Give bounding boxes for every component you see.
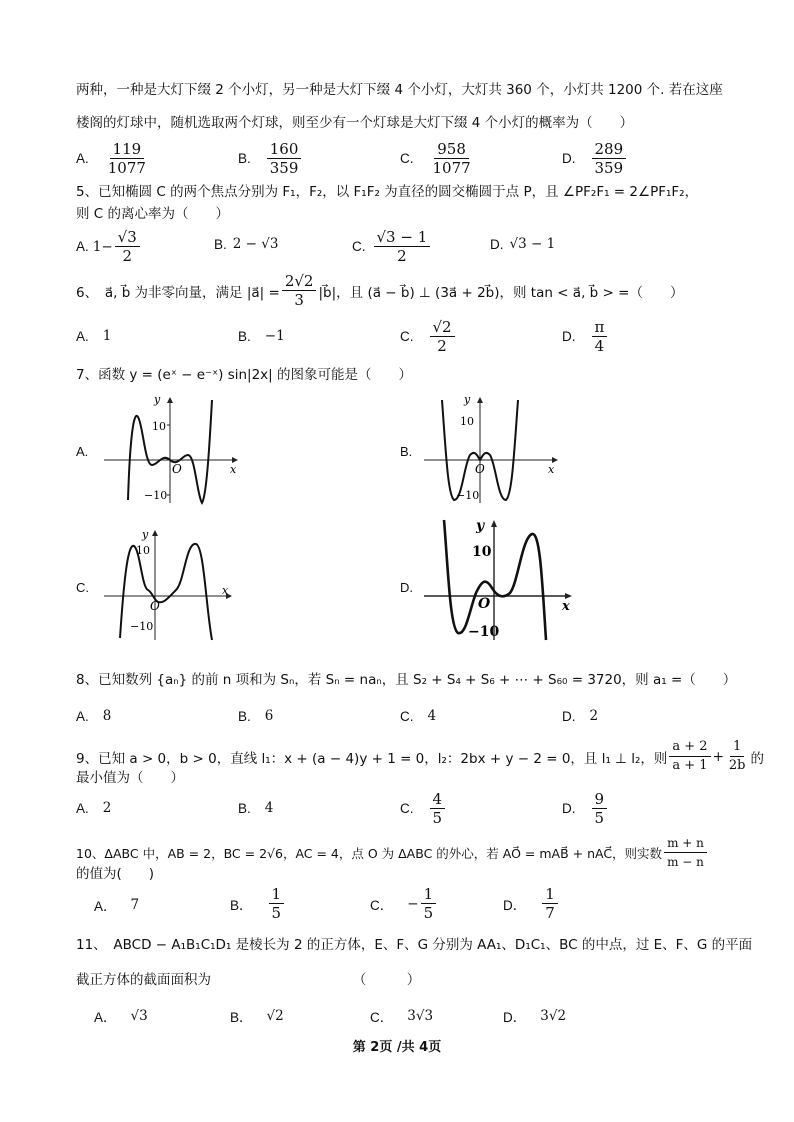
q5-line2: 则 C 的离心率为（ ） xyxy=(76,206,230,222)
option-text: 8 xyxy=(102,708,112,724)
q7-graph-a-x-label: x xyxy=(230,463,237,476)
q7-graph-c-label[interactable]: C. xyxy=(76,580,89,595)
q5-option-d[interactable] xyxy=(490,236,555,252)
q10-option-c[interactable] xyxy=(370,885,438,922)
q7-stem: 7、函数 y = (eˣ − e⁻ˣ) sin|2x| 的图象可能是（ ） xyxy=(76,367,413,383)
option-label: C. xyxy=(400,708,414,724)
q6-option-b[interactable] xyxy=(238,328,285,344)
option-fraction: $\frac{958}{1077}$ xyxy=(432,140,471,177)
option-text: 2 xyxy=(589,708,599,724)
q5-line1: 5、已知椭圆 C 的两个焦点分别为 F₁，F₂，以 F₁F₂ 为直径的圆交椭圆于点 P，且 ∠PF₂F₁ = 2∠PF₁F₂， xyxy=(76,184,699,200)
option-label: C. xyxy=(400,801,414,816)
option-text: 1− xyxy=(92,238,113,255)
q4-option-d[interactable] xyxy=(562,140,628,177)
q9-fraction-1: $\frac{a + 2}{a + 1}$ xyxy=(669,738,710,775)
option-fraction: $\frac{\pi}{4}$ xyxy=(592,318,608,355)
q9-line2: 最小值为（ ） xyxy=(76,770,184,786)
q9-option-a[interactable] xyxy=(76,800,111,816)
option-label: D. xyxy=(562,151,576,166)
q7-graph-d-origin-label: O xyxy=(478,596,491,612)
option-label: C. xyxy=(352,239,366,254)
option-fraction: $\frac{1}{7}$ xyxy=(542,885,558,922)
q9-option-b[interactable] xyxy=(238,800,273,816)
q10-option-a[interactable] xyxy=(94,895,139,915)
q9-stem-post: 的 xyxy=(750,750,764,767)
q6-stem-pre: 6、 a⃗, b⃗ 为非零向量，满足 |a⃗| = xyxy=(76,284,280,301)
option-label: B. xyxy=(238,328,251,344)
q4-line2: 楼阁的灯球中，随机选取两个灯球，则至少有一个灯球是大灯下缀 4 个小灯的概率为（ ） xyxy=(76,115,634,131)
q7-graph-c-origin-label: O xyxy=(150,599,160,613)
q5-option-b[interactable] xyxy=(214,236,278,252)
q7-graph-d-tick-bottom: −10 xyxy=(468,624,500,640)
option-fraction: $\frac{1}{5}$ xyxy=(269,885,285,922)
option-label: C． xyxy=(370,897,394,913)
q7-graph-d-label[interactable]: D. xyxy=(400,580,413,595)
option-text: 3√3 xyxy=(407,1008,434,1024)
q8-option-d[interactable] xyxy=(562,708,598,724)
q7-graph-d-x-label: x xyxy=(562,599,570,614)
option-fraction: $\frac{4}{5}$ xyxy=(430,790,446,827)
q7-graph-a[interactable] xyxy=(100,395,240,505)
option-text: 3√2 xyxy=(540,1008,567,1024)
option-label: B． xyxy=(230,1010,253,1025)
q5-option-a[interactable] xyxy=(76,228,142,265)
q7-graph-b-label[interactable]: B. xyxy=(400,444,413,459)
option-label: A. xyxy=(76,708,89,724)
q7-graph-b-tick-bottom: −10 xyxy=(456,489,480,502)
option-label: D. xyxy=(490,236,504,252)
option-fraction: $\frac{√3 - 1}{2}$ xyxy=(374,228,431,265)
q7-graph-c-tick-top: 10 xyxy=(136,544,150,557)
q11-line2: 截正方体的截面面积为 （ ） xyxy=(76,972,421,988)
option-label: A． xyxy=(94,1010,117,1025)
q7-graph-c-x-label: x xyxy=(222,584,229,597)
q4-option-c[interactable] xyxy=(400,140,476,177)
option-fraction: $\frac{160}{359}$ xyxy=(267,140,302,177)
q8-option-b[interactable] xyxy=(238,708,273,724)
q9-option-d[interactable] xyxy=(562,790,609,827)
q4-option-a[interactable] xyxy=(76,140,151,177)
q11-line1: 11、 ABCD − A₁B₁C₁D₁ 是棱长为 2 的正方体，E、F、G 分别为 AA₁、D₁C₁、BC 的中点，过 E、F、G 的平面 xyxy=(76,937,753,953)
q7-graph-c-tick-bottom: −10 xyxy=(130,620,154,633)
q11-option-c[interactable] xyxy=(370,1006,433,1026)
q6-stem-fraction: $\frac{2√2}{3}$ xyxy=(282,272,317,309)
q7-graph-a-origin-label: O xyxy=(172,462,182,476)
option-text: 1 xyxy=(102,328,112,344)
q7-graph-b-y-label: y xyxy=(464,395,471,406)
option-label: B. xyxy=(214,236,227,252)
option-text: − xyxy=(407,895,419,912)
q7-graph-c[interactable] xyxy=(100,528,240,643)
q11-option-d[interactable] xyxy=(503,1006,566,1026)
q9-plus: + xyxy=(712,748,724,765)
option-text: 6 xyxy=(264,708,274,724)
q7-graph-b[interactable] xyxy=(420,395,560,505)
q7-graph-b-x-label: x xyxy=(548,463,555,476)
option-label: C. xyxy=(400,329,414,344)
option-label: C． xyxy=(370,1010,394,1025)
option-label: D. xyxy=(562,329,576,344)
q10-option-b[interactable] xyxy=(230,885,286,922)
q9-stem-pre: 9、已知 a > 0，b > 0，直线 l₁：x + (a − 4)y + 1 = 0，l₂：2bx + y − 2 = 0，且 l₁ ⊥ l₂，则 xyxy=(76,750,668,767)
option-text: 4 xyxy=(264,800,274,816)
q7-graph-a-tick-top: 10 xyxy=(152,420,166,433)
option-fraction: $\frac{9}{5}$ xyxy=(592,790,608,827)
q7-graph-d-y-label: y xyxy=(476,518,485,534)
option-label: B. xyxy=(238,151,251,166)
q7-graph-a-y-label: y xyxy=(154,395,161,406)
q10-stem-pre: 10、ΔABC 中，AB = 2，BC = 2√6，AC = 4，点 O 为 ΔABC 的外心，若 AO⃗ = mAB⃗ + nAC⃗，则实数 xyxy=(76,845,663,861)
option-text: √3 xyxy=(130,1008,148,1024)
q11-option-a[interactable] xyxy=(94,1006,148,1026)
option-text: √2 xyxy=(266,1008,284,1024)
q4-option-b[interactable] xyxy=(238,140,303,177)
q11-option-b[interactable] xyxy=(230,1006,284,1026)
q10-option-d[interactable] xyxy=(503,885,560,922)
option-text: 2 xyxy=(102,800,112,816)
option-label: D． xyxy=(503,897,527,913)
option-text: 2 − √3 xyxy=(232,236,279,252)
q6-stem xyxy=(76,272,683,309)
q10-line2: 的值为( ) xyxy=(76,866,155,882)
q7-graph-a-tick-bottom: −10 xyxy=(144,489,168,502)
q8-option-c[interactable] xyxy=(400,708,436,724)
q10-stem xyxy=(76,834,709,871)
option-text: 7 xyxy=(130,897,140,913)
option-label: C. xyxy=(400,151,414,166)
option-label: A. xyxy=(76,800,89,816)
q6-option-a[interactable] xyxy=(76,328,111,344)
option-text: 4 xyxy=(427,708,437,724)
q7-graph-c-y-label: y xyxy=(142,528,149,541)
q7-graph-d[interactable] xyxy=(420,518,580,643)
q4-line1: 两种，一种是大灯下缀 2 个小灯，另一种是大灯下缀 4 个小灯，大灯共 360 个，小灯共 1200 个. 若在这座 xyxy=(76,82,723,98)
q8-stem: 8、已知数列 {aₙ} 的前 n 项和为 Sₙ，若 Sₙ = naₙ，且 S₂ + S₄ + S₆ + ⋯ + S₆₀ = 3720，则 a₁ =（ ） xyxy=(76,672,737,688)
option-label: A． xyxy=(94,899,117,914)
option-label: B． xyxy=(230,897,253,913)
q9-option-c[interactable] xyxy=(400,790,447,827)
option-label: A. xyxy=(76,239,89,254)
q7-graph-a-label[interactable]: A. xyxy=(76,444,89,459)
q6-option-c[interactable] xyxy=(400,318,457,355)
q9-fraction-2: $\frac{1}{2b}$ xyxy=(728,739,746,773)
option-fraction: $\frac{119}{1077}$ xyxy=(107,140,146,177)
option-label: B. xyxy=(238,708,251,724)
option-label: A. xyxy=(76,328,89,344)
option-fraction: $\frac{289}{359}$ xyxy=(592,140,627,177)
q6-stem-post: |b⃗|，且 (a⃗ − b⃗) ⊥ (3a⃗ + 2b⃗)，则 tan < a⃗, b⃗ > =（ ） xyxy=(318,284,684,301)
q7-graph-b-tick-top: 10 xyxy=(460,415,474,428)
option-text: √3 − 1 xyxy=(509,236,556,252)
option-label: D. xyxy=(562,801,576,816)
option-text: −1 xyxy=(264,328,285,344)
q5-option-c[interactable] xyxy=(352,228,432,265)
option-fraction: $\frac{√3}{2}$ xyxy=(115,228,140,265)
option-fraction: $\frac{1}{5}$ xyxy=(421,885,437,922)
q8-option-a[interactable] xyxy=(76,708,111,724)
option-label: D． xyxy=(503,1010,527,1025)
page-footer: 第 2页 /共 4页 xyxy=(352,1040,442,1055)
q10-fraction: $\frac{m + n}{m - n}$ xyxy=(664,834,707,871)
q7-graph-b-origin-label: O xyxy=(475,462,485,476)
q7-graph-d-tick-top: 10 xyxy=(472,544,492,560)
option-label: A. xyxy=(76,151,89,166)
option-label: B. xyxy=(238,800,251,816)
option-fraction: $\frac{√2}{2}$ xyxy=(430,318,455,355)
q6-option-d[interactable] xyxy=(562,318,609,355)
option-label: D. xyxy=(562,708,576,724)
